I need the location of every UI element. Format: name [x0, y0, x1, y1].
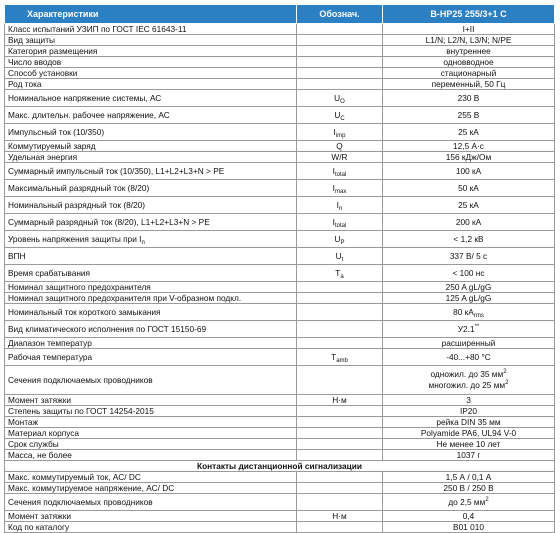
row-value: B01 010	[453, 521, 484, 532]
table-row	[5, 152, 555, 163]
row-label: Диапазон температур	[8, 337, 92, 348]
row-value-cell	[383, 265, 555, 282]
row-label: Коммутируемый заряд	[8, 140, 96, 151]
row-label: Макс. длительн. рабочее напряжение, АС	[8, 109, 170, 120]
row-label-cell	[5, 428, 297, 439]
table-row	[5, 46, 555, 57]
row-label-cell	[5, 321, 297, 338]
row-symbol-subscript: O	[340, 98, 345, 105]
row-symbol-cell	[297, 349, 383, 366]
row-value-cell	[383, 24, 555, 35]
row-label: Степень защиты по ГОСТ 14254-2015	[8, 405, 154, 416]
row-value: 100 кА	[455, 165, 482, 176]
row-label: Сечения подключаемых проводников	[8, 496, 153, 507]
row-symbol-cell	[297, 107, 383, 124]
row-value-line-2	[386, 380, 551, 391]
row-symbol-cell	[297, 406, 383, 417]
main-spec-body	[5, 24, 555, 461]
row-label-cell	[5, 494, 297, 511]
row-symbol-subscript: P	[340, 239, 345, 246]
row-value: 3	[466, 394, 471, 405]
spec-table	[4, 4, 555, 533]
table-row	[5, 265, 555, 282]
row-value: 250 В / 250 В	[443, 482, 494, 493]
row-label: ВПН	[8, 250, 26, 261]
row-symbol: U	[334, 92, 341, 103]
row-value: 0,4	[462, 510, 475, 521]
row-value-cell	[383, 511, 555, 522]
row-label-cell	[5, 395, 297, 406]
row-symbol-cell	[297, 511, 383, 522]
row-symbol-cell	[297, 282, 383, 293]
row-value: I+II	[462, 23, 475, 34]
row-symbol: W/R	[331, 151, 348, 162]
signal-spec-body	[5, 472, 555, 533]
row-symbol-cell	[297, 483, 383, 494]
row-label-cell	[5, 450, 297, 461]
table-row	[5, 450, 555, 461]
row-symbol-cell	[297, 152, 383, 163]
row-label-cell	[5, 46, 297, 57]
row-symbol-cell	[297, 417, 383, 428]
row-symbol: I	[333, 126, 336, 137]
row-symbol-cell	[297, 428, 383, 439]
row-value: переменный, 50 Гц	[431, 78, 506, 89]
table-row	[5, 349, 555, 366]
row-label-cell	[5, 472, 297, 483]
row-value-2: многожил. до 25 мм	[428, 380, 506, 390]
row-symbol-cell	[297, 79, 383, 90]
row-value-cell	[383, 439, 555, 450]
row-value: У2.1	[457, 323, 475, 334]
row-label: Номинальный ток короткого замыкания	[8, 306, 161, 317]
row-value: 255 В	[457, 109, 480, 120]
row-label: Сечения подключаемых проводников	[8, 374, 153, 385]
row-value: < 1,2 кВ	[453, 233, 484, 244]
row-label-cell	[5, 68, 297, 79]
table-row	[5, 57, 555, 68]
row-label-cell	[5, 417, 297, 428]
table-row	[5, 366, 555, 395]
row-symbol-cell	[297, 293, 383, 304]
row-value-cell	[383, 349, 555, 366]
row-label-cell	[5, 483, 297, 494]
row-value: 337 В/ 5 с	[449, 250, 488, 261]
row-symbol-cell	[297, 522, 383, 533]
row-symbol-subscript: C	[340, 115, 345, 122]
row-label-cell	[5, 338, 297, 349]
row-label: Суммарный импульсный ток (10/350), L1+L2+L3+N > PE	[8, 165, 225, 176]
row-label-cell	[5, 163, 297, 180]
row-label-cell	[5, 304, 297, 321]
row-label-cell	[5, 265, 297, 282]
row-symbol-subscript: max	[334, 188, 347, 195]
row-label: Род тока	[8, 78, 42, 89]
row-value-cell	[383, 163, 555, 180]
row-label: Рабочая температура	[8, 351, 93, 362]
row-label: Удельная энергия	[8, 151, 78, 162]
row-value: 1,5 А / 0,1 А	[445, 471, 492, 482]
row-value-cell	[383, 472, 555, 483]
table-row	[5, 24, 555, 35]
row-label: Вид защиты	[8, 34, 55, 45]
row-value-2-superscript: 2	[505, 380, 509, 386]
signal-section-header	[5, 461, 555, 472]
row-symbol-subscript: total	[334, 222, 347, 229]
row-value: расширенный	[441, 337, 496, 348]
row-value: одножил. до 35 мм	[430, 369, 504, 379]
row-value: стационарный	[440, 67, 497, 78]
row-label: Уровень напряжения защиты при I	[8, 233, 142, 244]
row-label-cell	[5, 282, 297, 293]
row-label: Вид климатического исполнения по ГОСТ 15150-69	[8, 323, 207, 334]
row-value-cell	[383, 214, 555, 231]
row-symbol-cell	[297, 90, 383, 107]
table-row	[5, 439, 555, 450]
row-symbol: U	[335, 250, 342, 261]
row-label: Масса, не более	[8, 449, 72, 460]
row-label-cell	[5, 180, 297, 197]
row-symbol-cell	[297, 366, 383, 395]
row-symbol-cell	[297, 163, 383, 180]
table-row	[5, 68, 555, 79]
row-value-cell	[383, 366, 555, 395]
row-value: Не менее 10 лет	[436, 438, 501, 449]
row-symbol-subscript: t	[341, 256, 344, 263]
row-symbol-cell	[297, 46, 383, 57]
row-label-cell	[5, 214, 297, 231]
row-label: Момент затяжки	[8, 510, 71, 521]
row-label-subscript: n	[141, 239, 145, 246]
row-label: Класс испытаний УЗИП по ГОСТ IEC 61643-11	[8, 23, 187, 34]
row-value-cell	[383, 248, 555, 265]
row-value-cell	[383, 282, 555, 293]
header-designation: Обознач.	[297, 5, 383, 24]
table-row	[5, 141, 555, 152]
table-row	[5, 124, 555, 141]
row-value-cell	[383, 57, 555, 68]
row-label: Номинальное напряжение системы, АС	[8, 92, 162, 103]
row-symbol-cell	[297, 338, 383, 349]
row-symbol-subscript: imp	[335, 132, 346, 139]
row-value: до 2,5 мм	[448, 496, 486, 507]
row-symbol-cell	[297, 124, 383, 141]
row-symbol-cell	[297, 304, 383, 321]
row-symbol-cell	[297, 141, 383, 152]
row-value-cell	[383, 304, 555, 321]
row-value: IP20	[459, 405, 478, 416]
table-row	[5, 231, 555, 248]
row-label-cell	[5, 124, 297, 141]
row-symbol: T	[335, 267, 341, 278]
row-symbol-cell	[297, 248, 383, 265]
table-header-row	[5, 5, 555, 24]
row-symbol: U	[334, 109, 341, 120]
row-symbol-cell	[297, 265, 383, 282]
table-row	[5, 163, 555, 180]
row-value-cell	[383, 293, 555, 304]
row-symbol: Н·м	[332, 394, 347, 405]
row-symbol-cell	[297, 472, 383, 483]
row-label-cell	[5, 406, 297, 417]
row-symbol: U	[334, 233, 341, 244]
section-title-row	[5, 461, 555, 472]
row-symbol-subscript: amb	[336, 357, 348, 364]
row-symbol: I	[336, 199, 339, 210]
row-label-cell	[5, 57, 297, 68]
table-row	[5, 511, 555, 522]
row-symbol-cell	[297, 180, 383, 197]
row-label-cell	[5, 349, 297, 366]
table-row	[5, 35, 555, 46]
table-row	[5, 248, 555, 265]
row-label: Число вводов	[8, 56, 62, 67]
table-row	[5, 522, 555, 533]
row-label: Суммарный разрядный ток (8/20), L1+L2+L3+N > PE	[8, 216, 210, 227]
row-value-superscript: 2	[503, 369, 507, 375]
table-row	[5, 304, 555, 321]
row-symbol-cell	[297, 68, 383, 79]
row-value: 125 A gL/gG	[445, 292, 492, 303]
row-label: Макс. коммутируемое напряжение, АС/ DC	[8, 482, 175, 493]
row-symbol-cell	[297, 450, 383, 461]
row-value-cell	[383, 141, 555, 152]
row-label-cell	[5, 293, 297, 304]
header-characteristics: Характеристики	[5, 5, 297, 24]
row-value: 250 A gL/gG	[445, 281, 492, 292]
table-row	[5, 214, 555, 231]
row-value: 25 кА	[458, 199, 479, 210]
row-label-cell	[5, 248, 297, 265]
row-value-cell	[383, 124, 555, 141]
row-label: Номинал защитного предохранителя	[8, 281, 151, 292]
row-symbol: Н·м	[332, 510, 347, 521]
row-value-superscript: **	[474, 323, 480, 330]
row-value-cell	[383, 180, 555, 197]
row-value-superscript: 2	[485, 496, 489, 503]
row-value-cell	[383, 321, 555, 338]
row-label-cell	[5, 35, 297, 46]
row-value-cell	[383, 46, 555, 57]
section-title: Контакты дистанционной сигнализации	[5, 461, 555, 472]
table-row	[5, 494, 555, 511]
table-row	[5, 90, 555, 107]
row-value: -40...+80 °С	[446, 351, 491, 362]
row-label-cell	[5, 24, 297, 35]
row-label-cell	[5, 90, 297, 107]
row-symbol-subscript: n	[338, 205, 343, 212]
table-row	[5, 197, 555, 214]
row-value-cell	[383, 417, 555, 428]
row-value: 80 кА	[453, 306, 474, 317]
row-value: 1037 г	[456, 449, 481, 460]
row-label: Время срабатывания	[8, 267, 91, 278]
header-model: B-HP25 255/3+1 C	[383, 5, 555, 24]
row-label-cell	[5, 197, 297, 214]
table-row	[5, 395, 555, 406]
row-symbol: I	[332, 165, 335, 176]
row-value: 156 кДж/Ом	[445, 151, 492, 162]
row-value-cell	[383, 107, 555, 124]
row-label: Материал корпуса	[8, 427, 80, 438]
row-value-cell	[383, 231, 555, 248]
row-symbol-cell	[297, 35, 383, 46]
row-label: Максимальный разрядный ток (8/20)	[8, 182, 150, 193]
row-label-cell	[5, 522, 297, 533]
table-row	[5, 282, 555, 293]
table-row	[5, 293, 555, 304]
row-value: рейка DIN 35 мм	[436, 416, 501, 427]
row-value-cell	[383, 35, 555, 46]
row-label-cell	[5, 231, 297, 248]
row-value: 12,5 А·с	[453, 140, 484, 151]
table-row	[5, 338, 555, 349]
row-symbol-cell	[297, 197, 383, 214]
table-row	[5, 428, 555, 439]
row-value: одновводное	[443, 56, 494, 67]
row-label: Код по каталогу	[8, 521, 70, 532]
table-row	[5, 417, 555, 428]
table-row	[5, 321, 555, 338]
row-symbol: Q	[336, 140, 343, 151]
row-symbol-cell	[297, 395, 383, 406]
row-value: Polyamide PA6, UL94 V-0	[420, 427, 517, 438]
row-symbol: T	[331, 351, 337, 362]
row-symbol: I	[332, 216, 335, 227]
row-value-line	[386, 369, 551, 380]
table-row	[5, 406, 555, 417]
row-value-cell	[383, 494, 555, 511]
row-value: 230 В	[457, 92, 480, 103]
row-label: Момент затяжки	[8, 394, 71, 405]
row-value-cell	[383, 68, 555, 79]
row-value-cell	[383, 428, 555, 439]
row-symbol-cell	[297, 214, 383, 231]
row-value: 200 кА	[455, 216, 482, 227]
row-value-cell	[383, 406, 555, 417]
row-symbol-subscript: total	[334, 171, 347, 178]
table-row	[5, 107, 555, 124]
row-value: < 100 нс	[452, 267, 485, 278]
row-symbol-cell	[297, 321, 383, 338]
row-label: Срок службы	[8, 438, 59, 449]
row-value-cell	[383, 483, 555, 494]
row-label: Монтаж	[8, 416, 39, 427]
row-value-cell	[383, 450, 555, 461]
row-value-cell	[383, 152, 555, 163]
row-label: Номинальный разрядный ток (8/20)	[8, 199, 145, 210]
row-label-cell	[5, 152, 297, 163]
row-symbol-cell	[297, 494, 383, 511]
table-row	[5, 79, 555, 90]
row-label: Макс. коммутируемый ток, АС/ DC	[8, 471, 141, 482]
row-symbol: I	[332, 182, 335, 193]
row-label-cell	[5, 511, 297, 522]
row-value-cell	[383, 197, 555, 214]
row-symbol-cell	[297, 231, 383, 248]
row-value-subscript: rms	[473, 312, 484, 319]
row-label: Способ установки	[8, 67, 78, 78]
row-label: Импульсный ток (10/350)	[8, 126, 105, 137]
row-value: 50 кА	[458, 182, 479, 193]
row-value-cell	[383, 522, 555, 533]
row-value-cell	[383, 79, 555, 90]
row-label: Номинал защитного предохранителя при V-образном подкл.	[8, 292, 242, 303]
row-value: L1/N; L2/N, L3/N; N/PE	[425, 34, 512, 45]
row-label-cell	[5, 366, 297, 395]
row-label-cell	[5, 439, 297, 450]
row-value: внутреннее	[446, 45, 491, 56]
row-value: 25 кА	[458, 126, 479, 137]
row-value-cell	[383, 395, 555, 406]
row-label-cell	[5, 107, 297, 124]
table-row	[5, 472, 555, 483]
row-symbol-cell	[297, 439, 383, 450]
row-symbol-subscript: a	[340, 273, 344, 280]
table-row	[5, 180, 555, 197]
table-row	[5, 483, 555, 494]
row-value-cell	[383, 338, 555, 349]
row-value-cell	[383, 90, 555, 107]
row-label-cell	[5, 79, 297, 90]
row-label: Категория размещения	[8, 45, 98, 56]
row-label-cell	[5, 141, 297, 152]
row-symbol-cell	[297, 24, 383, 35]
row-symbol-cell	[297, 57, 383, 68]
